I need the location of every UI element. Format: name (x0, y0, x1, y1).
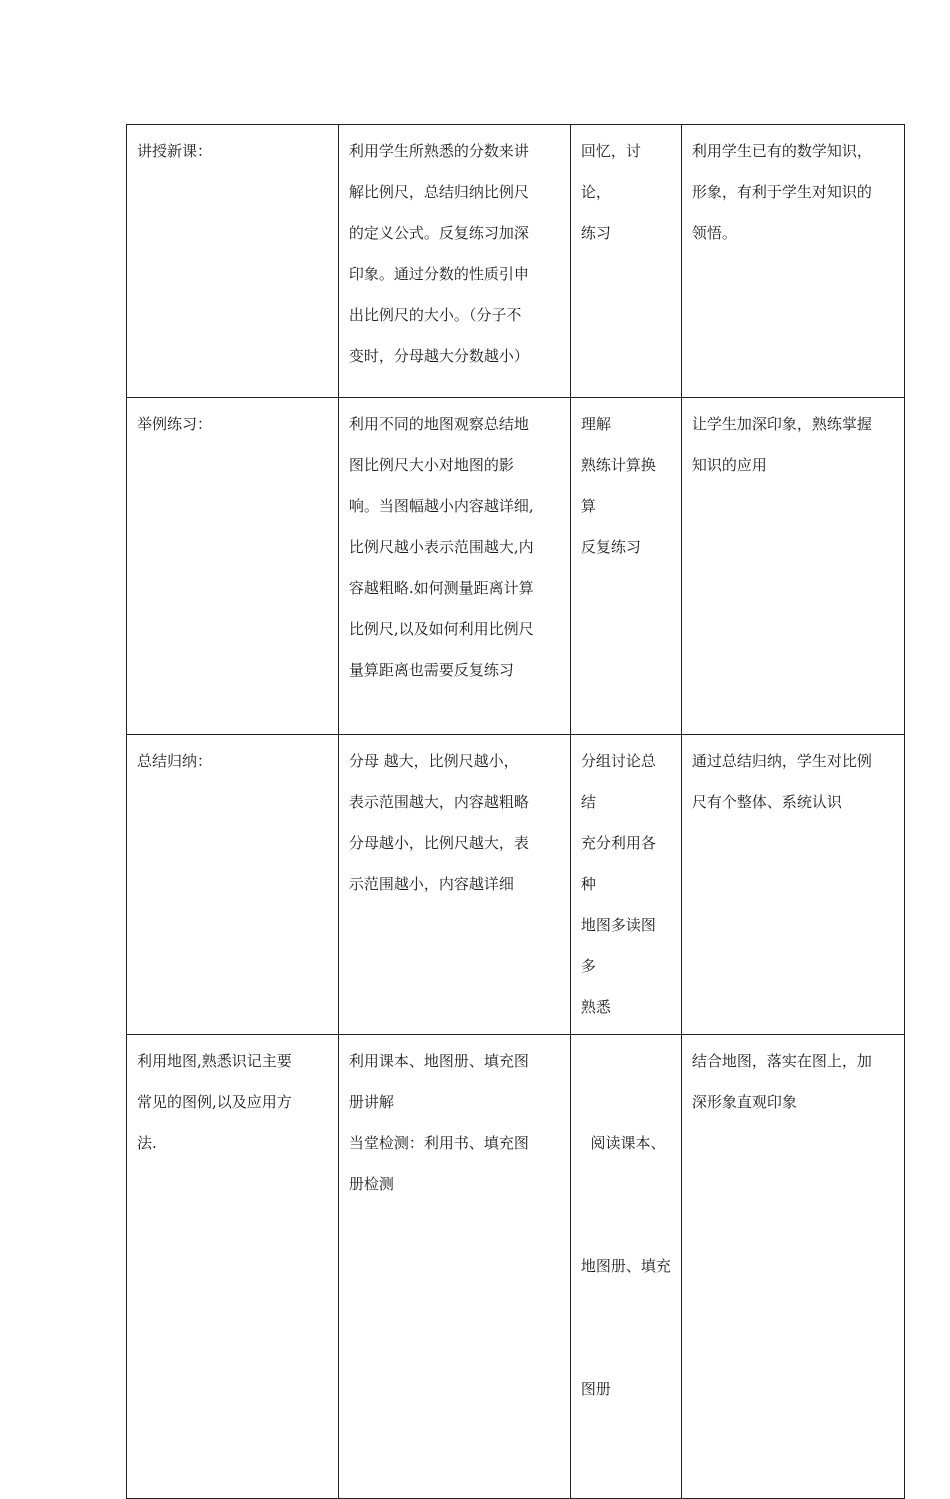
text-line: 利用不同的地图观察总结地 (348, 415, 529, 433)
stage-text: 总结归纳： (137, 752, 213, 770)
text-line: 法. (137, 1134, 157, 1152)
text-line: 印象。通过分数的性质引申 (348, 265, 529, 283)
text-line: 充分利用各种 (580, 834, 656, 893)
text-line: 比例尺,以及如何利用比例尺 (348, 620, 534, 638)
text-line: 常见的图例,以及应用方 (137, 1093, 292, 1111)
text-line: 示范围越小，内容越详细 (348, 875, 514, 893)
table-row (127, 1035, 905, 1499)
stage-cell (127, 1035, 339, 1499)
design-intent-cell (681, 125, 904, 398)
lesson-plan-table (126, 124, 905, 1499)
text-line: 响。当图幅越小内容越详细, (348, 497, 534, 515)
stage-cell (127, 735, 339, 1035)
stage-cell (127, 398, 339, 735)
student-activity-cell (570, 125, 681, 398)
text-line: 让学生加深印象，熟练掌握 (691, 415, 872, 433)
text-line: 结合地图，落实在图上，加 (691, 1052, 872, 1070)
text-line: 册检测 (348, 1175, 394, 1193)
text-line: 通过总结归纳，学生对比例 (691, 752, 872, 770)
teacher-activity-cell (338, 398, 570, 735)
student-activity-cell (570, 735, 681, 1035)
text-line: 知识的应用 (691, 456, 767, 474)
text-line: 尺有个整体、系统认识 (691, 793, 842, 811)
text-line: 分组讨论总结 (580, 752, 656, 811)
text-line: 回忆，讨论， (580, 142, 641, 201)
text-line: 分母越小，比例尺越大，表 (348, 834, 529, 852)
text-line: 利用课本、地图册、填充图 (348, 1052, 529, 1070)
text-line: 变时，分母越大分数越小） (348, 347, 529, 365)
text-line: 利用地图,熟悉识记主要 (137, 1052, 292, 1070)
design-intent-cell (681, 735, 904, 1035)
text-line: 册讲解 (348, 1093, 394, 1111)
text-line: 熟练计算换算 (580, 456, 656, 515)
text-line: 地图册、填充 (580, 1257, 671, 1275)
teacher-activity-cell (338, 735, 570, 1035)
text-line: 理解 (580, 415, 611, 433)
text-line: 容越粗略.如何测量距离计算 (348, 579, 534, 597)
text-line: 深形象直观印象 (691, 1093, 797, 1111)
text-line: 出比例尺的大小。（分子不 (348, 306, 522, 324)
text-line: 表示范围越大，内容越粗略 (348, 793, 529, 811)
text-line: 地图多读图多 (580, 916, 656, 975)
text-line: 解比例尺，总结归纳比例尺 (348, 183, 529, 201)
design-intent-cell (681, 398, 904, 735)
text-line: 利用学生所熟悉的分数来讲 (348, 142, 529, 160)
table-row (127, 735, 905, 1035)
stage-text: 讲授新课： (137, 142, 213, 160)
student-activity-cell (570, 1035, 681, 1499)
teacher-activity-cell (338, 1035, 570, 1499)
table-row (127, 398, 905, 735)
text-line: 量算距离也需要反复练习 (348, 661, 514, 679)
text-line: 分母 越大，比例尺越小， (348, 752, 519, 770)
table-row (127, 125, 905, 398)
design-intent-cell (681, 1035, 904, 1499)
student-activity-cell (570, 398, 681, 735)
text-line: 比例尺越小表示范围越大,内 (348, 538, 534, 556)
text-line: 领悟。 (691, 224, 737, 242)
stage-text: 举例练习： (137, 415, 213, 433)
stage-cell (127, 125, 339, 398)
text-line: 图比例尺大小对地图的影 (348, 456, 514, 474)
teacher-activity-cell (338, 125, 570, 398)
text-line: 利用学生已有的数学知识， (691, 142, 872, 160)
text-line: 图册 (580, 1380, 611, 1398)
text-line: 当堂检测：利用书、填充图 (348, 1134, 529, 1152)
text-line: 形象，有利于学生对知识的 (691, 183, 872, 201)
text-line: 练习 (580, 224, 611, 242)
text-line: 的定义公式。反复练习加深 (348, 224, 529, 242)
text-line: 阅读课本、 (580, 1134, 666, 1152)
text-line: 反复练习 (580, 538, 641, 556)
text-line: 熟悉 (580, 998, 611, 1016)
